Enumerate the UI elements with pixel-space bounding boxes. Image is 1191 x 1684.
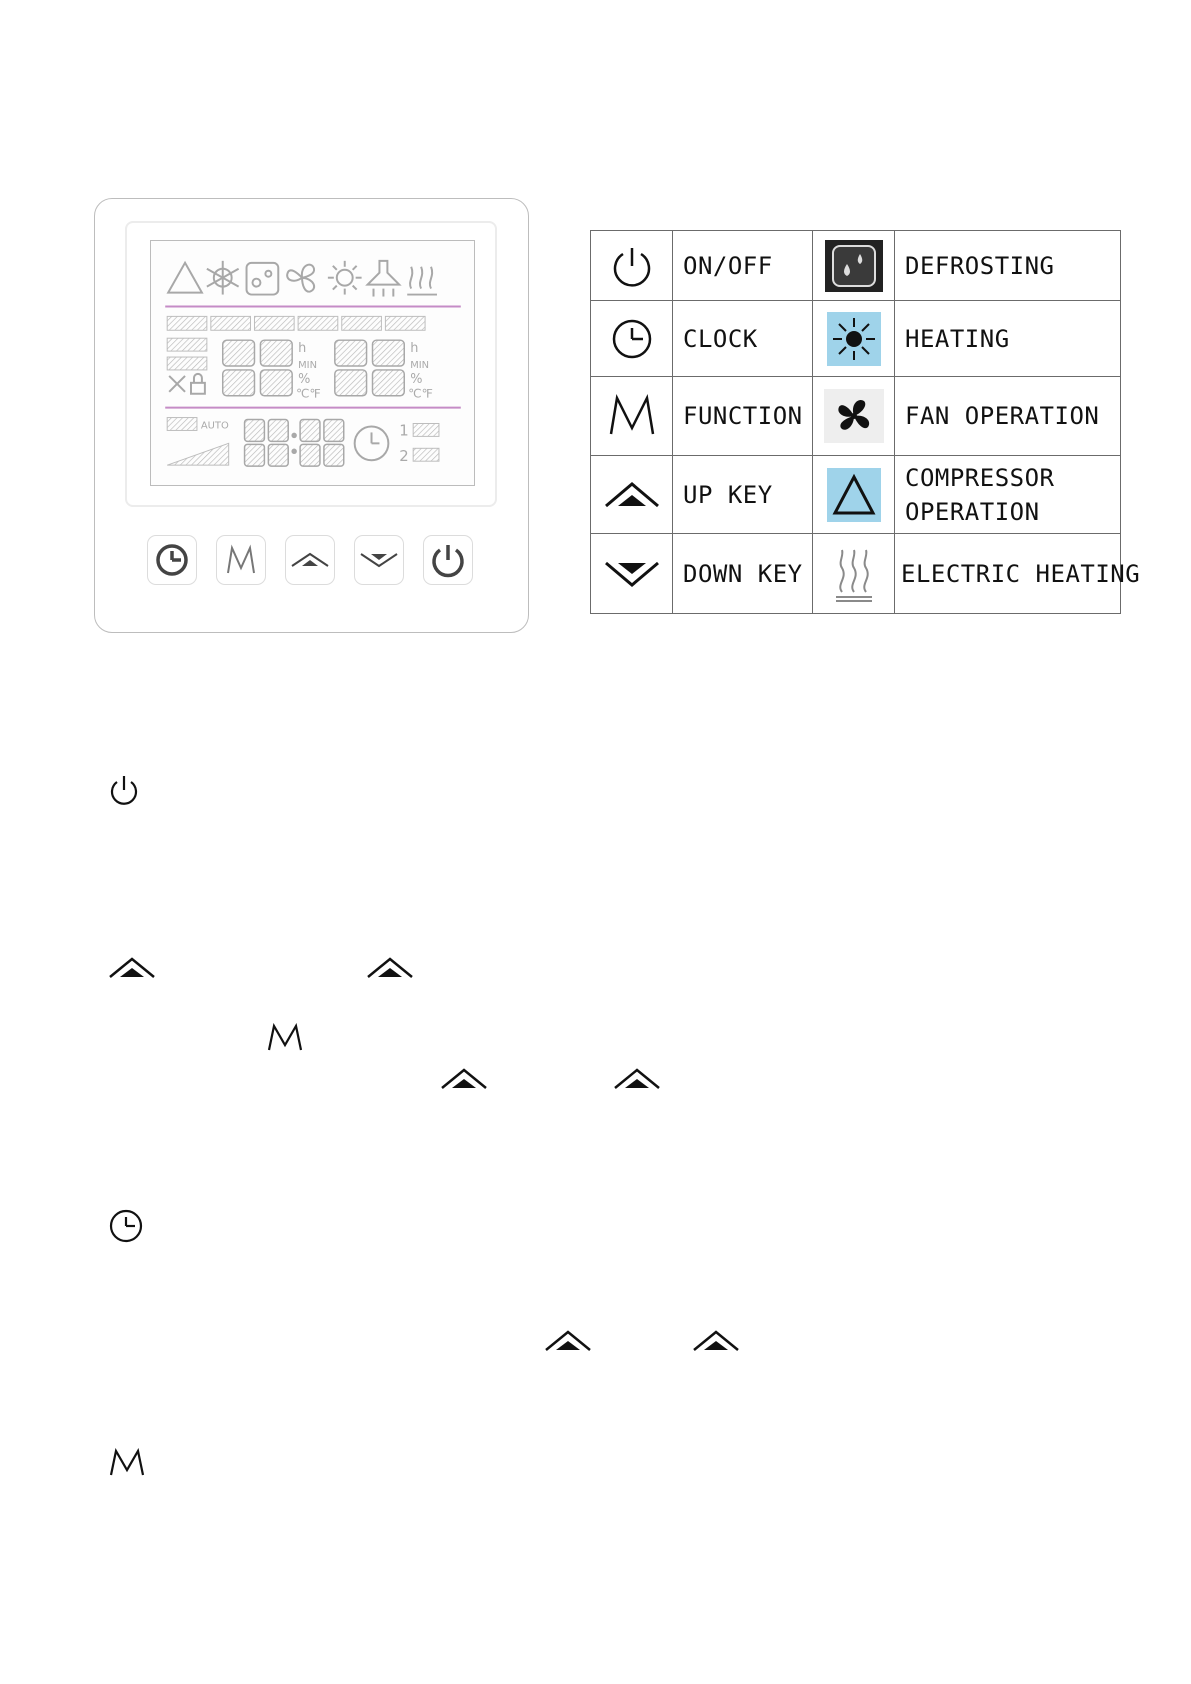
chevron-up-icon [613,1066,661,1092]
lcd-unit-min-right: MIN [410,359,430,371]
power-icon [429,541,467,579]
lcd-clock-digits [245,420,344,467]
legend-label: UP KEY [673,456,813,534]
legend-label-line2: OPERATION [905,497,1040,526]
down-button[interactable] [354,535,404,585]
lcd-prog-tag [167,357,207,370]
lcd-unit-temp-left: ℃℉ [296,386,321,401]
chevron-up-icon [544,1328,592,1354]
lcd-snowflake-icon [207,261,239,295]
lcd-defrost-icon [247,263,279,295]
clock-icon [108,1208,144,1244]
screen-frame [125,221,497,507]
clock-button[interactable] [147,535,197,585]
m-icon [223,542,259,578]
m-icon [108,1448,146,1478]
power-icon [108,773,140,807]
lcd-electric-heating-icon [407,267,437,295]
chevron-up-icon [366,955,414,981]
compressor-icon [827,468,881,522]
icon-legend-table [590,230,1141,614]
legend-row [591,377,1121,456]
lcd-auto-label: AUTO [200,420,229,432]
chevron-up-icon [108,955,156,981]
chevron-up-icon [692,1328,740,1354]
lcd-off-tag [413,448,439,461]
fan-icon [824,389,884,443]
legend-label: ON/OFF [673,231,813,301]
lcd-unit-pct-right: % [410,371,423,387]
legend-label: CLOCK [673,301,813,377]
lcd-unit-temp-right: ℃℉ [408,386,433,401]
lcd-unit-h-right: h [410,341,419,357]
defrost-icon [825,240,883,292]
m-icon [266,1023,304,1053]
sun-icon [827,312,881,366]
lcd-hood-icon [368,261,400,297]
lcd-sun-icon [328,261,362,295]
legend-label-line1: COMPRESSOR [905,463,1055,492]
legend-row [591,534,1121,614]
lcd-timer-clock-icon [355,426,389,460]
lcd-display [150,240,475,486]
power-button[interactable] [423,535,473,585]
thermostat-controller [94,198,529,633]
lcd-unit-h-left: h [298,341,307,357]
legend-row [591,456,1121,534]
lcd-tag-row [167,316,425,330]
function-button[interactable] [216,535,266,585]
legend-row [591,301,1121,377]
lcd-graphics [151,241,474,485]
chevron-up-icon [440,1066,488,1092]
clock-icon [154,542,190,578]
legend-row [591,231,1121,301]
lcd-signal-bar [167,443,228,465]
power-icon [610,244,654,288]
legend-label: FUNCTION [673,377,813,456]
clock-icon [610,317,654,361]
electric-heating-icon [832,544,876,604]
lcd-fan-icon [287,265,314,292]
lcd-unit-min-left: MIN [298,359,318,371]
lcd-on-tag [413,424,439,437]
lcd-compressor-icon [168,263,202,293]
m-icon [607,394,657,438]
chevron-down-icon [604,559,660,589]
legend-label: HEATING [895,301,1121,377]
legend-label-multiline [895,456,1121,534]
chevron-up-icon [604,480,660,510]
chevron-up-icon [290,548,330,572]
legend-label: DEFROSTING [895,231,1121,301]
up-button[interactable] [285,535,335,585]
lcd-lock-icon [191,374,205,394]
lcd-timer-1: 1 [399,421,409,440]
lcd-tools-icon [169,376,185,392]
lcd-seg-right [335,340,404,396]
lcd-timer-2: 2 [399,447,409,466]
lcd-unit-pct-left: % [298,371,311,387]
legend-label: DOWN KEY [673,534,813,614]
chevron-down-icon [359,548,399,572]
legend-label: FAN OPERATION [895,377,1121,456]
lcd-small-tag [167,418,197,431]
legend-label: ELECTRIC HEATING [895,534,1121,614]
lcd-seg-left [223,340,292,396]
lcd-temp-tag [167,338,207,351]
